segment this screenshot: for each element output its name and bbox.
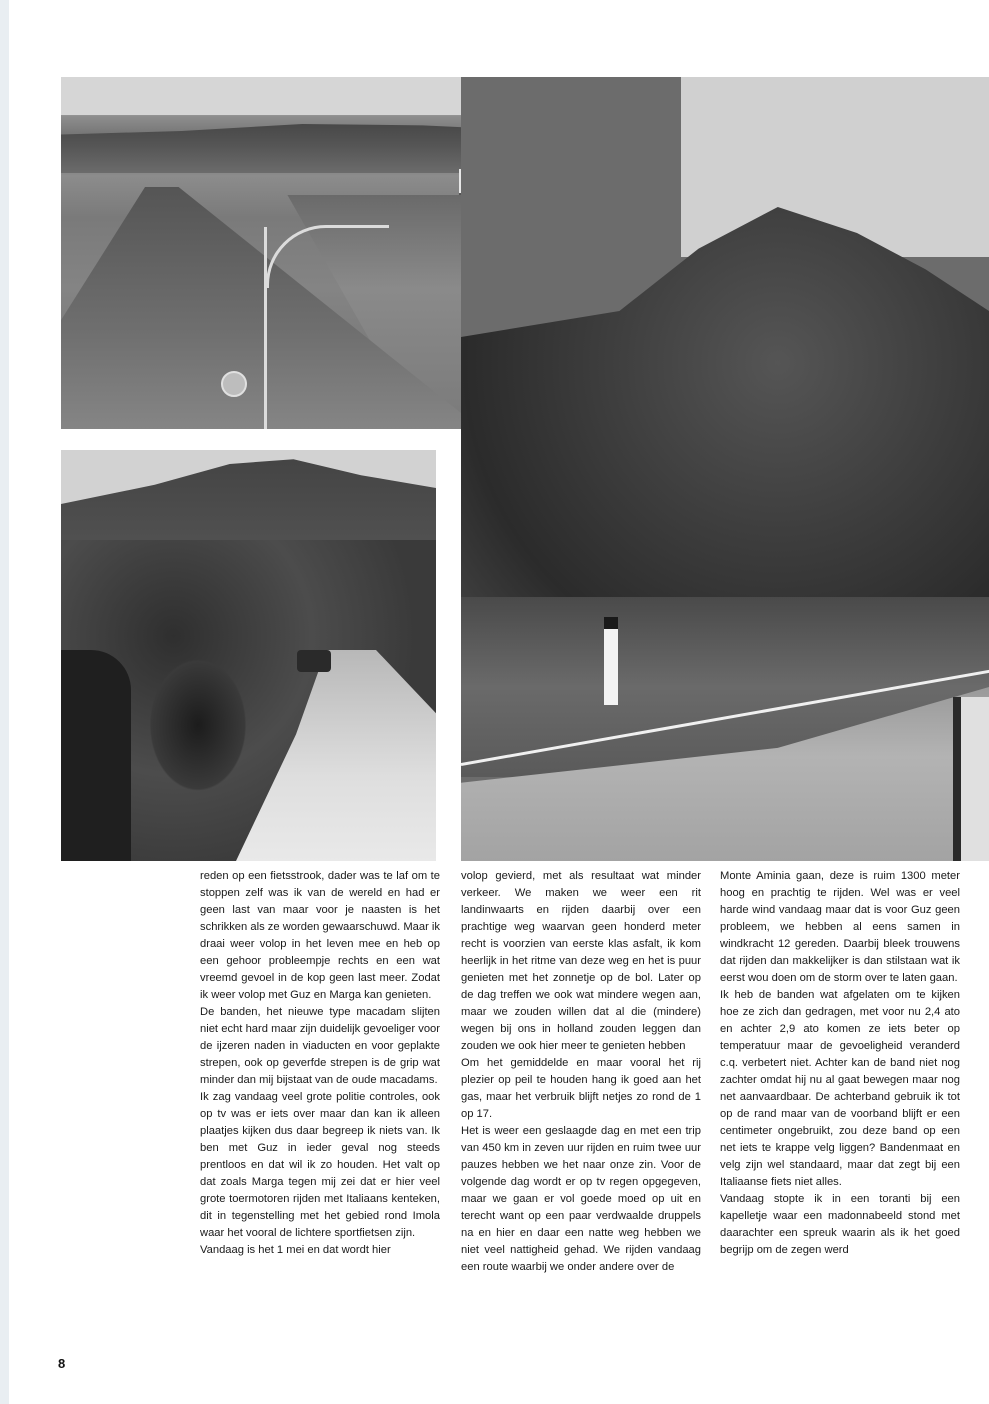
roadside-tree-photo [461, 77, 989, 861]
paragraph: Het is weer een geslaagde dag en met een trip van 450 km in zeven uur rijden en ruim twee uur pauzes hebben we het naar onze zin. Voor de volgende dag wordt er op tv regen opgegeven, maar we gaan er vol goede moed op uit en terecht want op een paar verdwaalde druppels na en hier en daar een natte weg hebben we niet veel nattigheid gehad. We rijden vandaag een route waarbij we onder andere over de [461, 1125, 701, 1273]
paragraph: De banden, het nieuwe type macadam slijten niet echt hard maar zijn duidelijk gevoeliger voor de ijzeren naden in viaducten en voor geplakte strepen, ook op geverfde strepen is de grip wat minder dan mij bijstaat van de oude macadams. [200, 1006, 440, 1086]
page-number: 8 [58, 1356, 66, 1371]
motorbike-photo [61, 450, 436, 861]
paragraph: volop gevierd, met als resultaat wat minder verkeer. We maken we weer een rit landinwaarts en rijden daarbij over een prachtige weg waarvan geen honderd meter recht is voorzien van eerste klas asfalt, ik kom heerlijk in het ritme van deze weg en het is puur genieten met het zonnetje op de bol. Later op de dag treffen we ook wat mindere wegen aan, maar we zouden willen dat al die (mindere) wegen bij ons in holland zouden leggen dan zouden we ook hier meer te genieten hebben [461, 870, 701, 1052]
paragraph: Ik heb de banden wat afgelaten om te kijken hoe ze zich dan gedragen, met voor nu 2,4 ato en achter 2,9 ato komen ze iets beter op temperatuur maar de gevoeligheid veranderd c.q. verbetert niet. Achter kan de band niet nog zachter omdat hij nu al gaat bewegen maar nog net aanvaardbaar. De achterband gebruik ik tot op de rand maar van de voorband blijft er een centimeter ongebruikt, zou deze band op een net iets te krappe velg liggen? Bandenmaat en velg zijn wel standaard, maar dat zegt bij een Italiaanse fiets niet alles. [720, 989, 960, 1188]
text-column-1 [200, 868, 440, 1259]
paragraph: reden op een fietsstrook, dader was te laf om te stoppen zelf was ik van de wereld en had er geen last van maar voor je naasten is het schrikken als ze worden gewaarschuwd. Maar ik draai weer volop in het leven mee en heb op een gehoor probleempje rechts en een wat vreemd gevoel in de kop geen last meer. Zodat ik weer volop met Guz en Marga kan genieten. [200, 870, 441, 1001]
paragraph: Monte Aminia gaan, deze is ruim 1300 meter hoog en prachtig te rijden. Wel was er veel harde wind vandaag maar dat is voor Guz geen probleem, we hebben al eens samen in windkracht 12 gereden. Daarbij bleek trouwens dat rijden dan makkelijker is dan stilstaan wat ik eerst wou doen om de storm over te laten gaan. [720, 870, 960, 984]
paragraph: Om het gemiddelde en maar vooral het rij plezier op peil te houden hang ik goed aan het gas, maar het verbruik blijft netjes zo rond de 1 op 17. [461, 1057, 701, 1120]
text-column-3 [720, 868, 960, 1259]
text-column-2 [461, 868, 701, 1276]
paragraph: Vandaag is het 1 mei en dat wordt hier [200, 1244, 391, 1256]
paragraph: Vandaag stopte ik in een toranti bij een kapelletje waar een madonnabeeld stond met daarachter een spreuk waarin als ik het goed begrijp om de zegen werd [720, 1193, 960, 1256]
paragraph: Ik zag vandaag veel grote politie controles, ook op tv was er iets over maar dan kan ik alleen plaatjes kijken dus daar begreep ik niets van. Ik ben met Guz in ieder geval nog steeds prentloos en dat wil ik zo houden. Het valt op dat zoals Marga tegen mij zei dat er hier veel grote toermotoren rijden met Italiaans kenteken, dit in tegenstelling met het gebied rond Imola waar het vooral de lichtere sportfietsen zijn. [200, 1091, 440, 1239]
scan-edge [0, 0, 9, 1404]
